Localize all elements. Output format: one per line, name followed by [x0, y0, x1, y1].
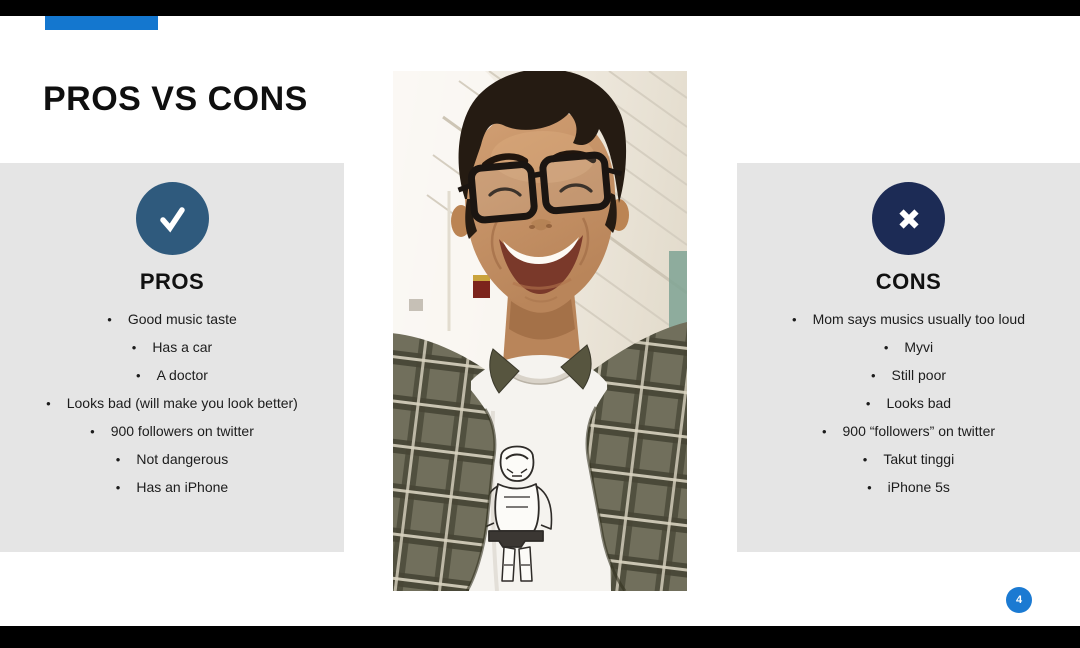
cons-heading: CONS [875, 269, 942, 294]
bullet-icon: • [870, 367, 876, 383]
letterbox-top-bar [0, 0, 1080, 16]
list-item-text: Has a car [152, 339, 213, 355]
list-item [0, 445, 344, 473]
list-item [0, 361, 344, 389]
selfie-photo [393, 71, 687, 591]
list-item-text: Good music taste [127, 311, 237, 327]
checkmark-icon [136, 182, 209, 255]
list-item [0, 333, 344, 361]
list-item-text: Not dangerous [136, 451, 229, 467]
list-item [737, 389, 1080, 417]
list-item-text: A doctor [156, 367, 208, 383]
list-item [737, 445, 1080, 473]
list-item-text: Looks bad (will make you look better) [66, 395, 298, 411]
bullet-icon: • [821, 423, 827, 439]
bullet-icon: • [46, 395, 51, 411]
list-item [737, 417, 1080, 445]
bullet-icon: • [136, 367, 141, 383]
slide-title: PROS VS CONS [43, 80, 308, 118]
bullet-icon: • [115, 479, 121, 495]
list-item-text: Myvi [904, 339, 934, 355]
bullet-icon: • [865, 395, 871, 411]
list-item-text: 900 followers on twitter [110, 423, 254, 439]
accent-bar [45, 16, 158, 30]
page-number: 4 [1015, 594, 1023, 606]
cons-panel [737, 163, 1080, 552]
pros-panel [0, 163, 344, 552]
list-item-text: Has an iPhone [136, 479, 229, 495]
bullet-icon: • [131, 339, 137, 355]
list-item-text: Looks bad [886, 395, 952, 411]
list-item-text: Takut tinggi [883, 451, 955, 467]
bullet-icon: • [867, 479, 872, 495]
pros-heading: PROS [139, 269, 205, 294]
list-item [737, 473, 1080, 501]
list-item [737, 333, 1080, 361]
page-number-badge [1006, 587, 1032, 613]
bullet-icon: • [90, 423, 95, 439]
list-item [737, 305, 1080, 333]
list-item [0, 417, 344, 445]
list-item [0, 305, 344, 333]
list-item [0, 389, 344, 417]
list-item [737, 361, 1080, 389]
list-item-text: iPhone 5s [887, 479, 950, 495]
list-item-text: Still poor [891, 367, 947, 383]
bullet-icon: • [883, 339, 889, 355]
bullet-icon: • [107, 311, 112, 327]
letterbox-bottom-bar [0, 626, 1080, 648]
list-item-text: 900 “followers” on twitter [842, 423, 996, 439]
list-item-text: Mom says musics usually too loud [812, 311, 1025, 327]
list-item [0, 473, 344, 501]
bullet-icon: • [792, 311, 797, 327]
pros-list [0, 305, 344, 501]
x-icon [872, 182, 945, 255]
bullet-icon: • [115, 451, 121, 467]
cons-list [737, 305, 1080, 501]
bullet-icon: • [862, 451, 868, 467]
